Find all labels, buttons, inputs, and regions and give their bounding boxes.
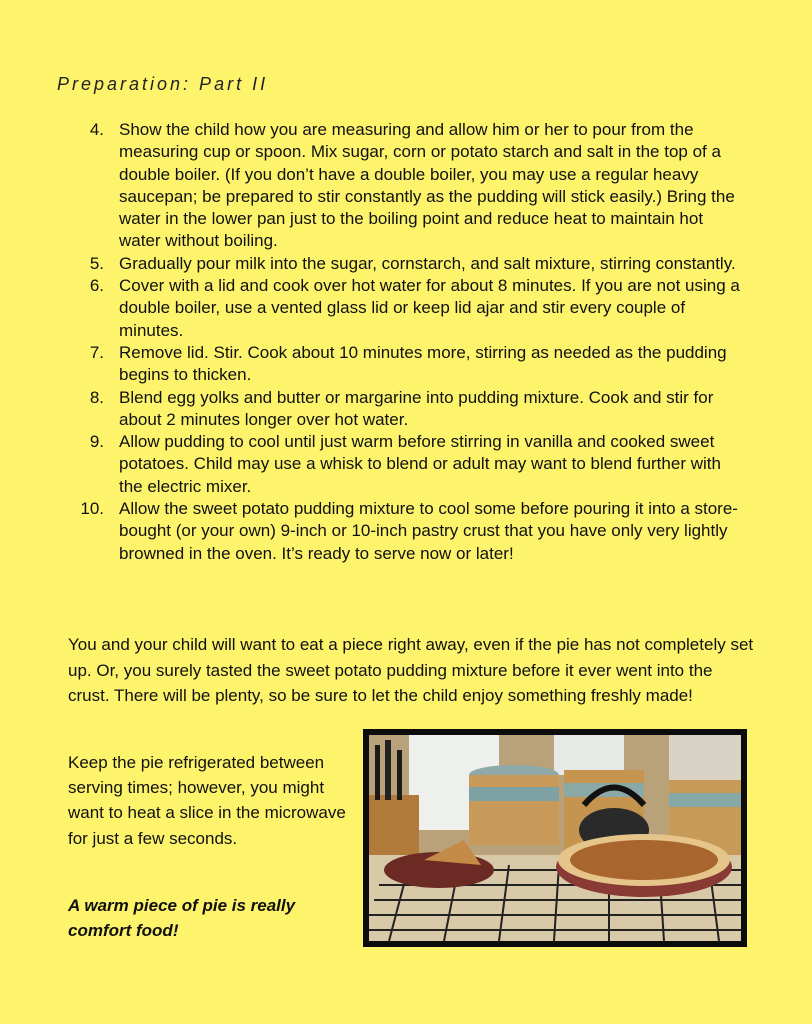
list-item xyxy=(80,253,740,275)
step-text: Cover with a lid and cook over hot water for about 8 minutes. If you are not using a double boiler, use a vented glass lid or keep lid ajar and stir every couple of minutes. xyxy=(119,276,740,340)
step-text: Remove lid. Stir. Cook about 10 minutes more, stirring as needed as the pudding begins to thicken. xyxy=(119,342,727,385)
storage-note: Keep the pie refrigerated between serving times; however, you might want to heat a slice in the microwave for just a few seconds. xyxy=(68,753,346,848)
step-number: 7. xyxy=(89,342,104,362)
list-item xyxy=(80,119,740,253)
list-item xyxy=(80,387,740,432)
closing-remark: A warm piece of pie is really comfort food! xyxy=(68,896,296,941)
step-number: 10. xyxy=(80,499,104,519)
step-number: 8. xyxy=(89,387,104,407)
pie-photo xyxy=(363,729,747,947)
step-text: Show the child how you are measuring and allow him or her to pour from the measuring cup or spoon. Mix sugar, corn or potato starch and salt in the top of a double boiler. (If you don’t have a double boiler, you may use a regular heavy saucepan; be prepared to stir constantly as the pudding will stick easily.) Bring the water in the lower pan just to the boiling point and reduce heat to maintain hot water without boiling. xyxy=(119,120,735,251)
list-item xyxy=(80,342,740,387)
summary-paragraph: You and your child will want to eat a piece right away, even if the pie has not completely set up. Or, you surely tasted the sweet potato pudding mixture before it ever went into the crust. There will be plenty, so be sure to let the child enjoy something freshly made! xyxy=(68,635,754,706)
pie-photo-image xyxy=(369,735,741,941)
step-number: 6. xyxy=(89,276,104,296)
list-item xyxy=(80,275,740,342)
step-number: 9. xyxy=(89,432,104,452)
step-number: 5. xyxy=(89,253,104,273)
list-item xyxy=(80,498,740,565)
step-text: Gradually pour milk into the sugar, cornstarch, and salt mixture, stirring constantly. xyxy=(119,253,736,273)
step-text: Blend egg yolks and butter or margarine into pudding mixture. Cook and stir for about 2 minutes longer over hot water. xyxy=(119,387,714,429)
list-item xyxy=(80,431,740,498)
step-text: Allow the sweet potato pudding mixture to cool some before pouring it into a store-bought (or your own) 9-inch or 10-inch pastry crust that you have only very lightly browned in the oven. It’s ready to serve now or later! xyxy=(119,499,738,563)
step-text: Allow pudding to cool until just warm before stirring in vanilla and cooked sweet potatoes. Child may use a whisk to blend or adult may want to blend further with the electric mixer. xyxy=(119,432,721,496)
steps-list xyxy=(80,119,740,565)
step-number: 4. xyxy=(89,120,104,139)
section-heading: Preparation: Part II xyxy=(57,74,269,94)
